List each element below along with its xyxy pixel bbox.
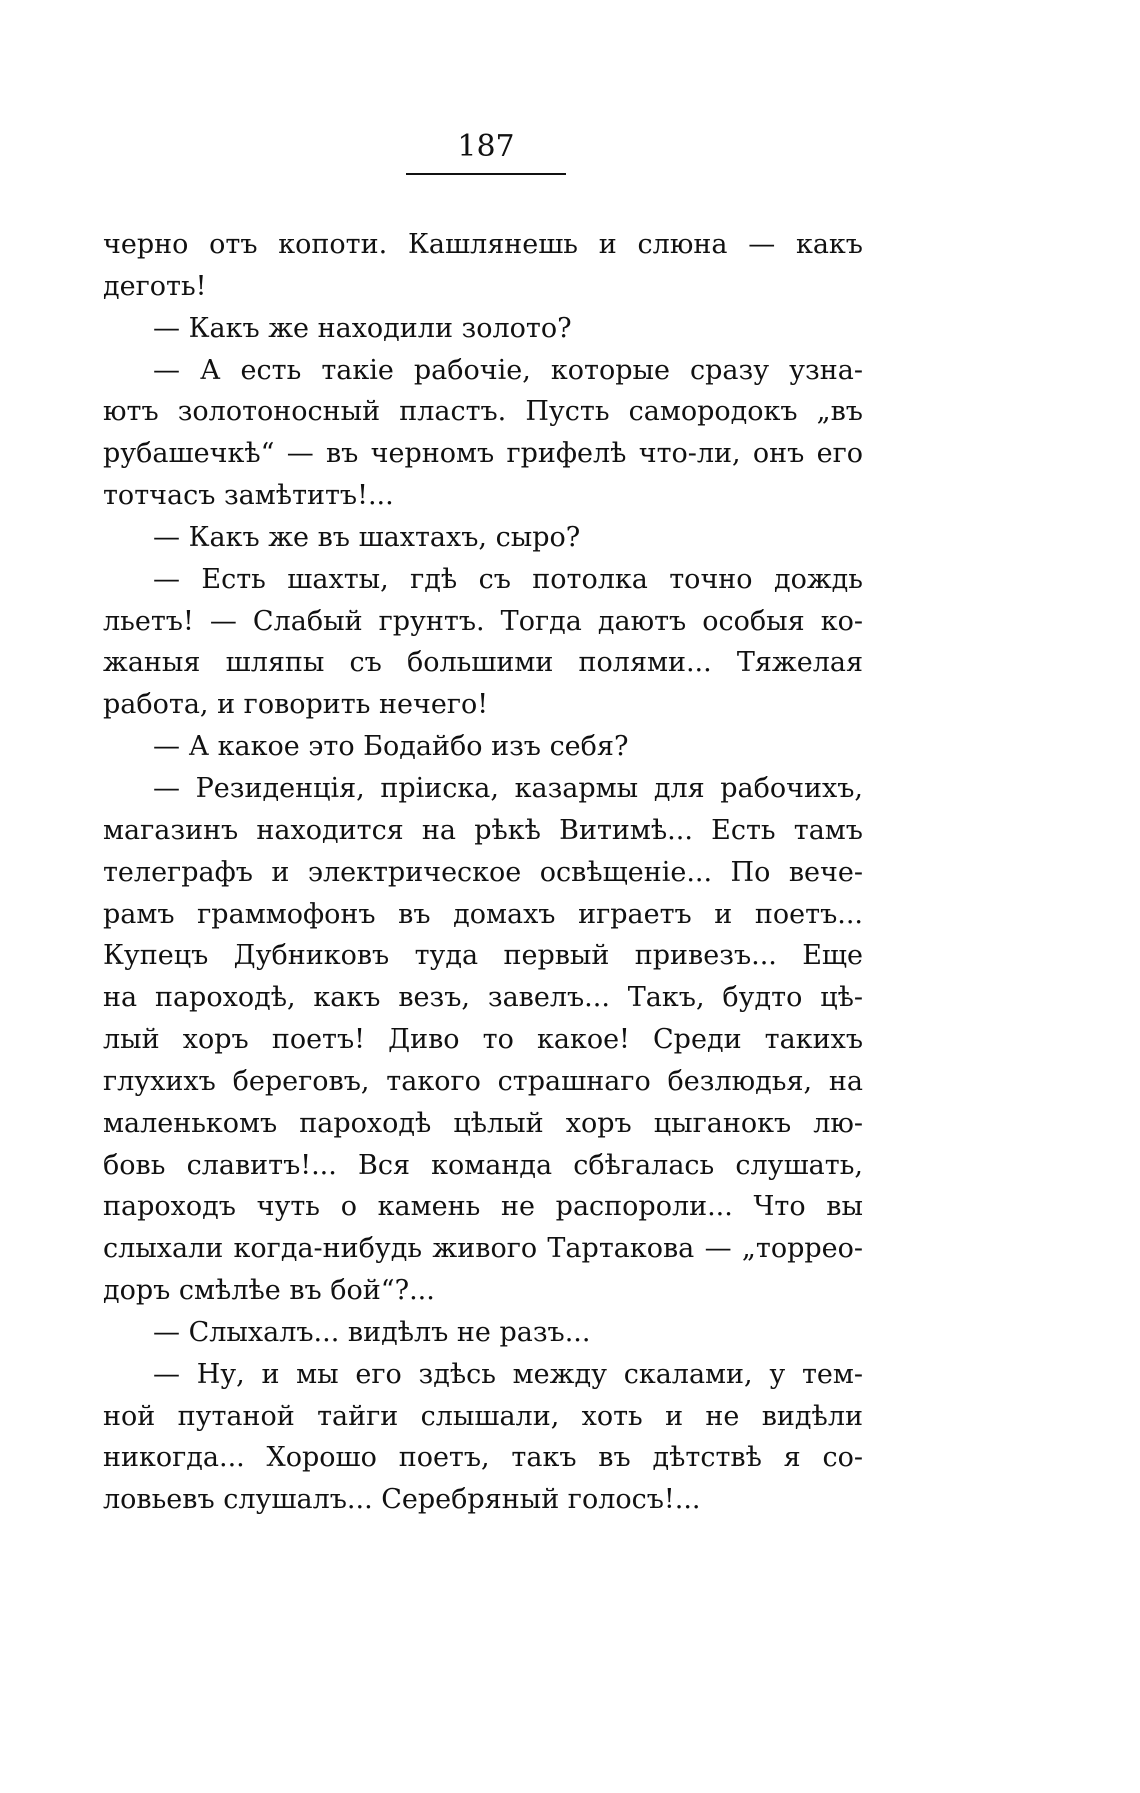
text-line: — Резиденція, пріиска, казармы для рабочихъ, <box>153 772 863 804</box>
text-line: — Есть шахты, гдѣ съ потолка точно дождь <box>153 563 863 595</box>
text-line: пароходъ чуть о камень не распороли... Что вы <box>103 1191 863 1223</box>
text-line: маленькомъ пароходѣ цѣлый хоръ цыганокъ лю- <box>103 1107 863 1139</box>
text-line: — А какое это Бодайбо изъ себя? <box>153 731 629 763</box>
text-line: ловьевъ слушалъ... Серебряный голосъ!... <box>103 1484 701 1516</box>
text-line: рубашечкѣ“ — въ черномъ грифелѣ что-ли, онъ его <box>103 438 863 470</box>
text-line: работа, и говорить нечего! <box>103 689 489 721</box>
text-line: ютъ золотоносный пластъ. Пусть самородокъ „въ <box>103 396 863 428</box>
text-line: — А есть такіе рабочіе, которые сразу узна- <box>153 354 863 386</box>
text-line: — Ну, и мы его здѣсь между скалами, у тем- <box>153 1358 863 1390</box>
text-line: телеграфъ и электрическое освѣщеніе... По вече- <box>103 856 863 888</box>
text-line: рамъ граммофонъ въ домахъ играетъ и поетъ... <box>103 898 863 930</box>
text-line: бовь славитъ!... Вся команда сбѣгалась слушать, <box>103 1149 863 1181</box>
header-rule <box>406 173 566 175</box>
text-line: — Какъ же находили золото? <box>153 312 572 344</box>
text-line: магазинъ находится на рѣкѣ Витимѣ... Есть тамъ <box>103 814 863 846</box>
text-line: доръ смѣлѣе въ бой“?... <box>103 1275 435 1307</box>
text-line: слыхали когда-нибудь живого Тартакова — „торрео- <box>103 1233 863 1265</box>
text-line: Купецъ Дубниковъ туда первый привезъ... Еще <box>103 940 863 972</box>
text-line: черно отъ копоти. Кашлянешь и слюна — какъ <box>103 229 863 260</box>
text-line: деготь! <box>103 270 207 302</box>
body-text <box>103 224 863 1521</box>
text-line: — Какъ же въ шахтахъ, сыро? <box>153 521 581 553</box>
text-line: ной путаной тайги слышали, хоть и не видѣли <box>103 1400 863 1432</box>
page-number: 187 <box>457 129 515 164</box>
text-line: — Слыхалъ... видѣлъ не разъ... <box>153 1316 591 1348</box>
text-line: жаныя шляпы съ большими полями... Тяжелая <box>103 647 863 679</box>
text-line: никогда... Хорошо поетъ, такъ въ дѣтствѣ я со- <box>103 1442 863 1474</box>
text-line: тотчасъ замѣтитъ!... <box>103 480 394 512</box>
text-line: на пароходѣ, какъ везъ, завелъ... Такъ, будто цѣ- <box>103 982 863 1014</box>
text-line: льетъ! — Слабый грунтъ. Тогда даютъ особыя ко- <box>103 605 863 637</box>
text-line: лый хоръ поетъ! Диво то какое! Среди такихъ <box>103 1024 863 1056</box>
text-line: глухихъ береговъ, такого страшнаго безлюдья, на <box>103 1065 863 1097</box>
